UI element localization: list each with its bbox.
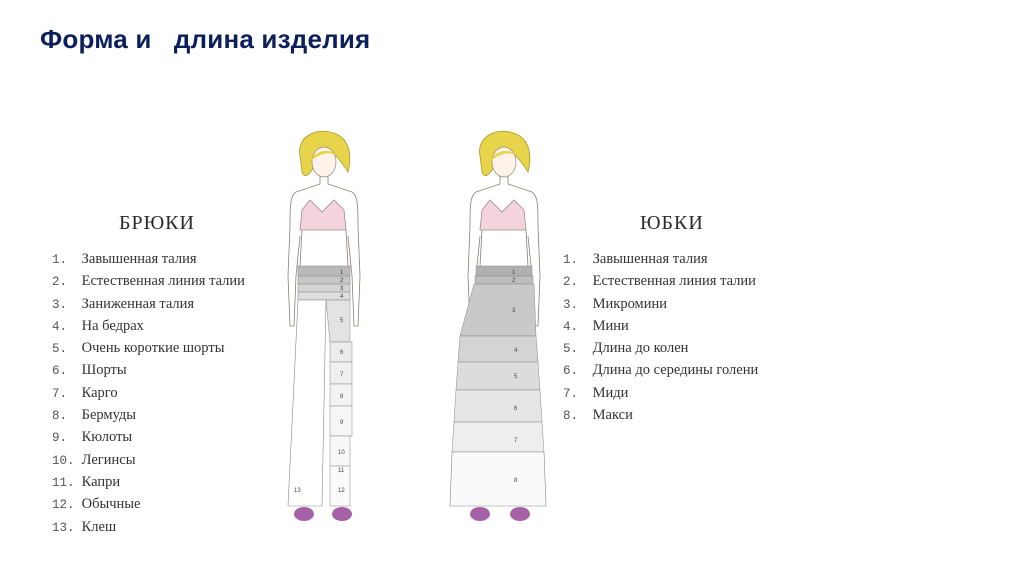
- band-label: 7: [340, 372, 344, 378]
- list-item: [563, 382, 758, 404]
- list-item: [52, 337, 245, 359]
- bra-top: [300, 200, 346, 230]
- trousers-figure-illustration: [266, 126, 376, 536]
- band-label: 7: [514, 438, 518, 444]
- trousers-heading: БРЮКИ: [119, 212, 195, 234]
- list-item-label: Очень короткие шорты: [81, 340, 225, 357]
- list-item: [52, 359, 245, 381]
- band-label: 2: [340, 278, 344, 284]
- band-label: 2: [512, 278, 516, 284]
- list-item-number: 5.: [563, 342, 579, 357]
- list-item-label: Легинсы: [81, 451, 136, 468]
- list-item: [563, 359, 758, 381]
- list-item-number: 5.: [52, 342, 68, 357]
- list-item-label: Естественная линия талии: [81, 273, 245, 290]
- skirt-bands: [450, 266, 546, 506]
- band-label: 8: [514, 478, 518, 484]
- band-label: 11: [338, 468, 345, 474]
- list-item: [52, 426, 245, 448]
- band-label: 3: [340, 286, 344, 292]
- band-label: 1: [512, 270, 516, 276]
- list-item: [52, 449, 245, 471]
- list-item-number: 3.: [52, 297, 68, 312]
- band-label: 6: [340, 350, 344, 356]
- list-item-label: На бедрах: [81, 317, 144, 334]
- trousers-list: [52, 248, 245, 538]
- bra-top: [480, 200, 526, 230]
- list-item: [52, 516, 245, 538]
- list-item: [563, 270, 758, 292]
- list-item-number: 7.: [52, 386, 68, 401]
- list-item: [52, 404, 245, 426]
- list-item-number: 1.: [563, 253, 579, 267]
- list-item-number: 6.: [563, 364, 579, 379]
- list-item-number: 2.: [52, 275, 68, 290]
- list-item-label: Шорты: [81, 362, 127, 379]
- list-item: [52, 315, 245, 337]
- band-label: 13: [294, 488, 301, 494]
- list-item-label: Капри: [81, 473, 121, 490]
- list-item-number: 6.: [52, 364, 68, 379]
- list-item: [52, 293, 245, 315]
- list-item-label: Кюлоты: [81, 429, 133, 446]
- list-item-label: Карго: [81, 384, 118, 401]
- list-item: [52, 471, 245, 493]
- list-item-number: 12.: [52, 498, 75, 513]
- list-item-label: Естественная линия талии: [592, 273, 756, 290]
- left-shoe: [294, 507, 314, 521]
- list-item: [52, 248, 245, 270]
- list-item: [563, 248, 758, 270]
- list-item-label: Обычные: [81, 496, 141, 513]
- band-label: 8: [340, 394, 344, 400]
- list-item: [52, 382, 245, 404]
- skirts-heading: ЮБКИ: [640, 212, 704, 234]
- list-item: [563, 404, 758, 426]
- list-item-number: 8.: [52, 409, 68, 424]
- list-item: [52, 270, 245, 292]
- list-item-number: 7.: [563, 386, 579, 401]
- list-item-number: 13.: [52, 520, 75, 535]
- band-label: 9: [340, 420, 344, 426]
- list-item-label: Макси: [592, 407, 633, 424]
- right-shoe: [510, 507, 530, 521]
- band-label: 1: [340, 270, 344, 276]
- band-label: 5: [340, 318, 344, 324]
- left-shoe: [470, 507, 490, 521]
- list-item-label: Мини: [592, 317, 629, 334]
- band-label: 4: [514, 348, 518, 354]
- list-item-number: 4.: [563, 319, 579, 334]
- skirts-list: [563, 248, 758, 426]
- list-item: [563, 315, 758, 337]
- band-label: 5: [514, 374, 518, 380]
- list-item-label: Длина до колен: [592, 340, 689, 357]
- list-item-number: 8.: [563, 409, 579, 424]
- band-label: 3: [512, 308, 516, 314]
- list-item-number: 10.: [52, 453, 75, 468]
- skirt-figure-illustration: [436, 126, 556, 536]
- list-item: [563, 337, 758, 359]
- list-item-label: Клеш: [81, 518, 117, 535]
- list-item-label: Бермуды: [81, 407, 137, 424]
- list-item-label: Завышенная талия: [81, 251, 197, 267]
- list-item-label: Миди: [592, 384, 629, 401]
- band-label: 4: [340, 294, 344, 300]
- list-item: [52, 493, 245, 515]
- list-item-label: Микромини: [592, 295, 668, 312]
- list-item-number: 3.: [563, 297, 579, 312]
- list-item-label: Заниженная талия: [81, 295, 195, 312]
- list-item-number: 9.: [52, 431, 68, 446]
- list-item: [563, 293, 758, 315]
- list-item-label: Завышенная талия: [592, 251, 708, 267]
- right-shoe: [332, 507, 352, 521]
- band-label: 6: [514, 406, 518, 412]
- list-item-number: 1.: [52, 253, 68, 267]
- band-label: 10: [338, 450, 345, 456]
- list-item-label: Длина до середины голени: [592, 362, 759, 379]
- list-item-number: 4.: [52, 319, 68, 334]
- list-item-number: 11.: [52, 475, 75, 490]
- band-label: 12: [338, 488, 345, 494]
- list-item-number: 2.: [563, 275, 579, 290]
- page-title: Форма и длина изделия: [40, 24, 371, 54]
